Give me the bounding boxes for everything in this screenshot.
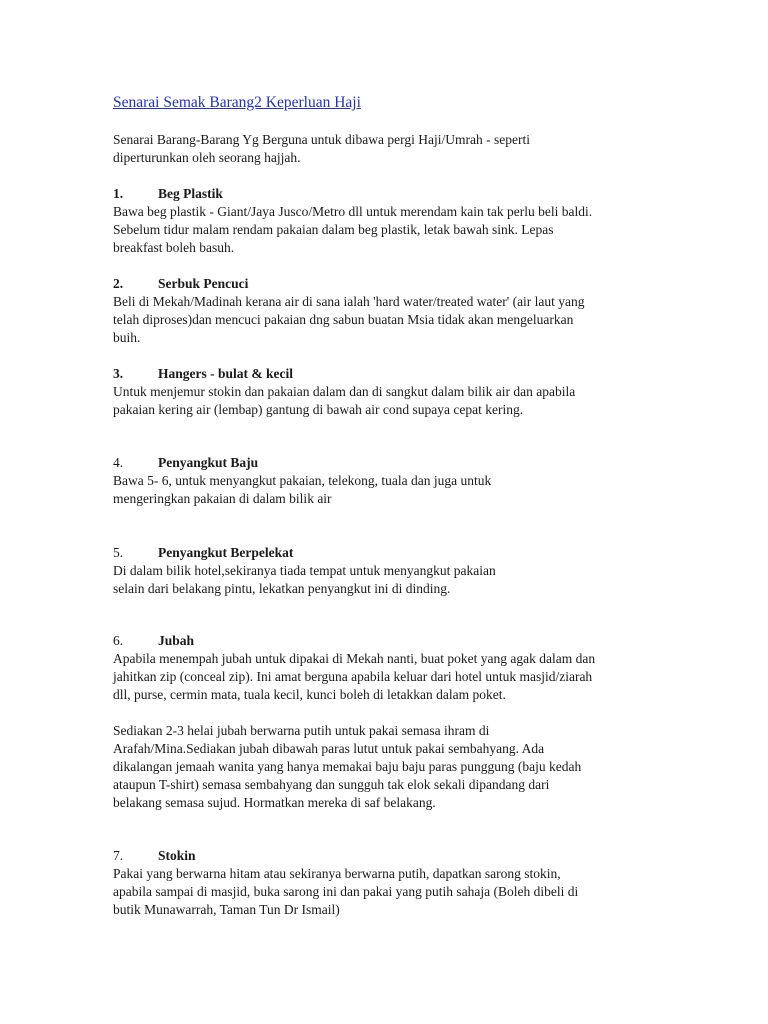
body-line: dll, purse, cermin mata, tuala kecil, kunci boleh di letakkan dalam poket. — [113, 687, 506, 702]
item-3 — [113, 365, 658, 419]
body-line: apabila sampai di masjid, buka sarong ini dan pakai yang putih sahaja (Boleh dibeli di — [113, 884, 579, 899]
body-line: jahitkan zip (conceal zip). Ini amat berguna apabila keluar dari hotel untuk masjid/ziarah — [113, 669, 593, 684]
item-title: Beg Plastik — [158, 186, 223, 201]
item-number: 2. — [113, 276, 124, 291]
body-line: dikalangan jemaah wanita yang hanya memakai baju baju paras punggung (baju kedah — [113, 759, 582, 774]
intro-line: Senarai Barang-Barang Yg Berguna untuk dibawa pergi Haji/Umrah - seperti — [113, 132, 530, 147]
body-line: ataupun T-shirt) semasa sembahyang dan sungguh tak elok sekali dipandang dari — [113, 777, 550, 792]
body-line: Bawa 5- 6, untuk menyangkut pakaian, telekong, tuala dan juga untuk — [113, 473, 492, 488]
intro-paragraph — [113, 131, 633, 167]
item-7 — [113, 847, 658, 919]
item-body-second-paragraph — [113, 722, 658, 812]
body-line: Untuk menjemur stokin dan pakaian dalam dan di sangkut dalam bilik air dan apabila — [113, 384, 576, 399]
item-heading — [113, 847, 658, 865]
item-number: 4. — [113, 455, 124, 470]
item-title: Penyangkut Baju — [158, 455, 259, 470]
item-heading — [113, 632, 658, 650]
item-heading — [113, 454, 658, 472]
body-line: Bawa beg plastik - Giant/Jaya Jusco/Metro dll untuk merendam kain tak perlu beli baldi. — [113, 204, 593, 219]
item-title: Hangers - bulat & kecil — [158, 366, 293, 381]
body-line: Pakai yang berwarna hitam atau sekiranya berwarna putih, dapatkan sarong stokin, — [113, 866, 561, 881]
body-line: pakaian kering air (lembap) gantung di bawah air cond supaya cepat kering. — [113, 402, 524, 417]
item-1 — [113, 185, 658, 257]
item-heading — [113, 365, 658, 383]
item-2 — [113, 275, 658, 347]
item-body — [113, 865, 658, 919]
item-number: 6. — [113, 633, 124, 648]
item-body — [113, 650, 658, 704]
item-6 — [113, 632, 658, 812]
body-line: Sediakan 2-3 helai jubah berwarna putih untuk pakai semasa ihram di — [113, 723, 490, 738]
item-heading — [113, 544, 658, 562]
body-line: Sebelum tidur malam rendam pakaian dalam beg plastik, letak bawah sink. Lepas — [113, 222, 554, 237]
item-5 — [113, 544, 658, 598]
item-body — [113, 203, 658, 257]
body-line: selain dari belakang pintu, lekatkan penyangkut ini di dinding. — [113, 581, 451, 596]
document-title-link[interactable]: Senarai Semak Barang2 Keperluan Haji — [113, 94, 361, 111]
item-title: Jubah — [158, 633, 195, 648]
item-number: 7. — [113, 848, 124, 863]
body-line: buih. — [113, 330, 141, 345]
item-number: 3. — [113, 366, 124, 381]
item-title: Serbuk Pencuci — [158, 276, 249, 291]
item-title: Stokin — [158, 848, 196, 863]
body-line: Apabila menempah jubah untuk dipakai di Mekah nanti, buat poket yang agak dalam dan — [113, 651, 596, 666]
item-heading — [113, 275, 658, 293]
body-line: Arafah/Mina.Sediakan jubah dibawah paras lutut untuk pakai sembahyang. Ada — [113, 741, 545, 756]
item-number: 1. — [113, 186, 124, 201]
body-line: Di dalam bilik hotel,sekiranya tiada tempat untuk menyangkut pakaian — [113, 563, 496, 578]
item-body — [113, 383, 658, 419]
item-body — [113, 472, 658, 508]
intro-line: diperturunkan oleh seorang hajjah. — [113, 150, 301, 165]
body-line: breakfast boleh basuh. — [113, 240, 235, 255]
item-heading — [113, 185, 658, 203]
item-body — [113, 562, 658, 598]
item-4 — [113, 454, 658, 508]
body-line: belakang semasa sujud. Hormatkan mereka di saf belakang. — [113, 795, 436, 810]
body-line: mengeringkan pakaian di dalam bilik air — [113, 491, 332, 506]
body-line: Beli di Mekah/Madinah kerana air di sana ialah 'hard water/treated water' (air laut yang — [113, 294, 585, 309]
item-body — [113, 293, 658, 347]
body-line: telah diproses)dan mencuci pakaian dng sabun buatan Msia tidak akan mengeluarkan — [113, 312, 574, 327]
item-title: Penyangkut Berpelekat — [158, 545, 294, 560]
item-number: 5. — [113, 545, 124, 560]
body-line: butik Munawarrah, Taman Tun Dr Ismail) — [113, 902, 340, 917]
